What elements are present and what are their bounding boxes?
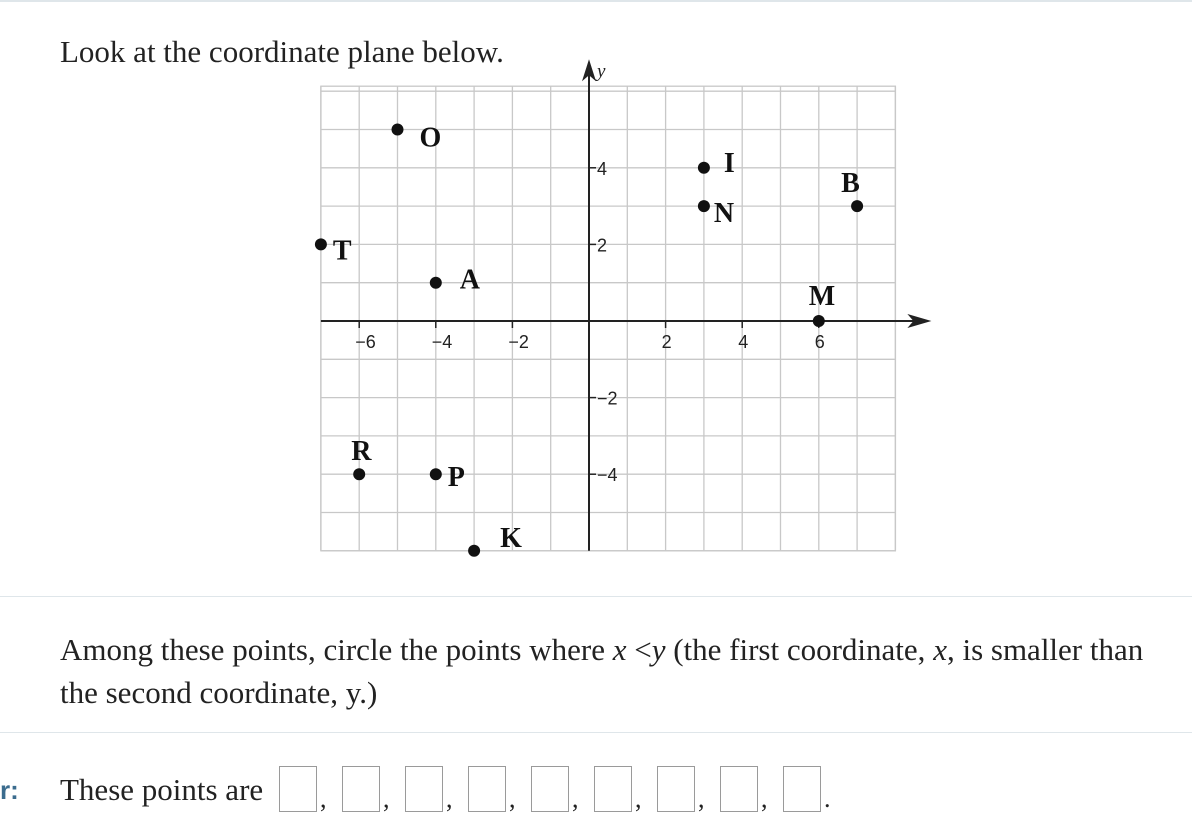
x-tick-label: 2 [661, 332, 672, 352]
point-label: K [500, 522, 522, 554]
answer-separator: , [509, 784, 516, 813]
answer-divider [0, 732, 1192, 733]
point-dot [430, 468, 442, 480]
x-tick-label: −4 [431, 332, 453, 352]
point-dot [468, 545, 480, 557]
answer-boxes [279, 766, 846, 812]
point-label: T [332, 235, 352, 267]
answer-separator: , [761, 784, 768, 813]
answer-box-1[interactable] [279, 766, 317, 812]
var-x: x [612, 632, 627, 667]
question-text [60, 628, 1150, 714]
answer-box-2[interactable] [342, 766, 380, 812]
answer-separator: . [824, 784, 831, 813]
x-tick-label: −2 [508, 332, 529, 352]
answer-separator: , [698, 784, 705, 813]
axes [321, 59, 932, 551]
section-divider [0, 596, 1192, 597]
point-dot [698, 162, 710, 174]
point-dot [851, 200, 863, 212]
y-tick-label: −2 [597, 388, 618, 409]
point-dot [813, 315, 825, 327]
answer-box-8[interactable] [720, 766, 758, 812]
answer-separator: , [635, 784, 642, 813]
point-label: N [713, 198, 735, 230]
answer-label: r: [0, 775, 19, 805]
less-than: < [626, 632, 652, 667]
answer-box-9[interactable] [783, 766, 821, 812]
answer-prefix: These points are [60, 772, 264, 807]
point-label: I [723, 147, 735, 179]
point-label: R [351, 436, 372, 468]
answer-box-6[interactable] [594, 766, 632, 812]
y-tick-label: −4 [597, 465, 618, 486]
point-o [392, 123, 442, 154]
point-k [468, 523, 522, 557]
answer-row [0, 766, 1192, 818]
x-tick-label: −6 [355, 332, 376, 352]
answer-box-3[interactable] [405, 766, 443, 812]
answer-box-4[interactable] [468, 766, 506, 812]
answer-separator: , [383, 784, 390, 813]
question-after: , is smaller than the second coordinate, y.) [60, 632, 1144, 710]
answer-separator: , [446, 784, 453, 813]
point-dot [430, 277, 442, 289]
y-axis-label: y [597, 61, 606, 83]
answer-separator: , [572, 784, 579, 813]
point-dot [315, 238, 327, 250]
point-label: A [459, 264, 481, 296]
answer-box-5[interactable] [531, 766, 569, 812]
point-dot [353, 468, 365, 480]
question-middle: (the first coordinate, [665, 632, 934, 667]
point-p [430, 462, 465, 493]
answer-box-7[interactable] [657, 766, 695, 812]
answer-separator: , [320, 784, 327, 813]
var-y: y [651, 632, 666, 667]
point-label: M [808, 281, 836, 312]
x-tick-label: 4 [738, 332, 749, 352]
point-label: O [419, 122, 442, 154]
point-dot [392, 124, 404, 136]
point-label: B [841, 168, 860, 200]
var-x-2: x [933, 632, 947, 667]
intro-text: Look at the coordinate plane below. [60, 34, 504, 69]
point-label: P [447, 462, 465, 494]
point-dot [698, 200, 710, 212]
y-tick-label: 4 [597, 158, 608, 179]
question-before: Among these points, circle the points where [60, 632, 613, 667]
y-tick-label: 2 [597, 235, 608, 256]
x-tick-label: 6 [814, 332, 825, 352]
point-a [430, 265, 481, 296]
